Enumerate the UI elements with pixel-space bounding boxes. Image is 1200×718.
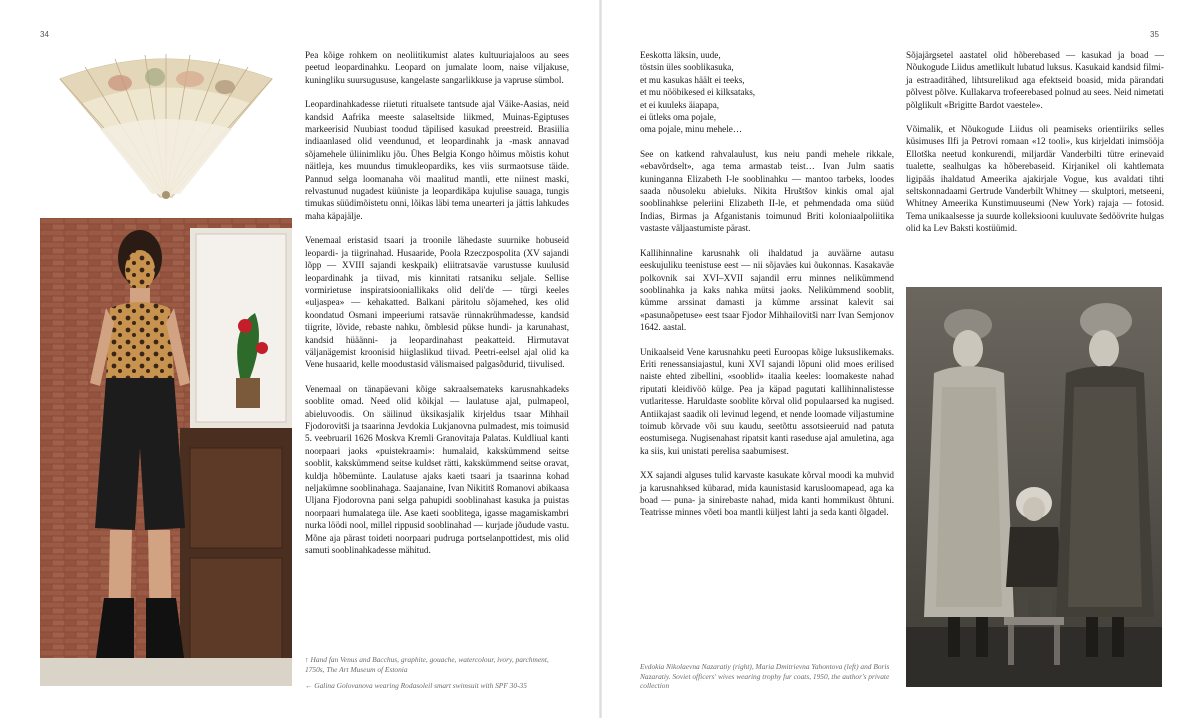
article-column-1 bbox=[305, 49, 569, 568]
paragraph: Unikaalseid Vene karusnahku peeti Euroopas kõige luksuslikemaks. Eriti renessansiajastul, kuni XVI sajandi lõpuni olid moes erilised naiste ehted zibellini, «sooblid» itaalia keeles: loomakeste nahad riputati kleidivöö külge. Pea ja käpad pagutati kallihinnalistesse vutlaritesse. Haruldaste sooblite kõrval olid populaarsed ka nugised. Antiikajast saadik oli levinud legend, et nende loomade viljastumine toimub kõrvade või suu kaudu, seetõttu assotsieeruid nad patuta eostumisega. Nugisenahast ripatsit kanti raseduse ajal amuletina, aga ka siis, kui unistati perelisa saabumisest. bbox=[640, 346, 894, 456]
poem-line: ei ütleks oma pojale, bbox=[640, 112, 717, 123]
paragraph: Võimalik, et Nõukogude Liidus oli peamiseks orientiiriks selles küsimuses Ilfi ja Petrovi romaan «12 tooli», kus kirjeldati inimsööja Ellotška neetud konkurendi, miljardär Vanderbilti tütre erinevaid tualette, sealhulgas ka hõberebaseid. Kirjanikel oli kahtlemata ligipääs ihaldatud Ameerika ajakirjale Vogue, kus avaldati tihti seltskonnadaami Gertrude Vanderbilt Whitney — skulptori, metseeni, Whitney Ameerika Kunstimuuseumi (New York) rajaja — fotosid. Tema unikaalsesse ja suurde kolleksiooni kuuluvate šedöövrite hulgas olid ka Lev Baksti kostüümid. bbox=[906, 124, 1164, 234]
paragraph: Kallihinnaline karusnahk oli ihaldatud ja auväärne autasu eeskujuliku teenistuse eest — nii sõjaväes kui õukonnas. Kasakaväe polkovnik sai XVI–XVII sajandil erru minnes nelikümmend sooblinahka ja kaks nahka mütsi jaoks. Nelikümmend sooblit, kümme arssinat damasti ja kümme arssinat kalevit sai «pasunaõpetuse» eest tsaar Fjodor Mihhailovitši narr Ivan Semjonov 1642. aastal. bbox=[640, 247, 894, 333]
poem-line: et mu nööbikesed ei kilksataks, bbox=[640, 87, 756, 98]
hand-fan-image bbox=[40, 49, 292, 204]
paragraph: XX sajandi alguses tulid karvaste kasukate kõrval moodi ka muhvid ja karusnahksed kübarad, mida kaunistasid karusloomapead, aga ka boad — puna- ja sinirebaste nahad, mida kanti hommikust õhtuni. Teatrisse minnes võeti boa mantli küljest lahti ja seda kanti õlgadel. bbox=[640, 470, 894, 518]
folk-song-poem bbox=[640, 49, 894, 136]
paragraph: Leopardinahkadesse riietuti ritualsete tantsude ajal Väike-Aasias, neid kandsid Aafrika meeste salaseltside liikmed, Muinas-Egiptuses markeerisid Nuubiast toodud täpilised kasukad preestreid. Brasiilia indiaanlased olid veendunud, et leopardinahk ja -mask annavad sõjamehele üliinimliku jõu. Ühes Belgia Kongo hõimus mõistis kohut näitleja, kes muundus timukleopardiks, kes viis surmaotsuse täide. Pannud selga loomanaha või maalitud mantli, ette niinest maski, relvastunud nugadest küüniste ja leopardikäpa kujulise sauaga, tungis timukas süüdimõistetu onni, lõikas läbi tema unearteri ja jättis lahkudes maha käpajälje. bbox=[305, 99, 569, 221]
hand-fan-caption: ↑ Hand fan Venus and Bacchus, graphite, gouache, watercolour, ivory, parchment, 1750s, The Art Museum of Estonia bbox=[305, 655, 549, 674]
book-gutter bbox=[599, 0, 602, 718]
poem-line: töstsin üles sooblikasuka, bbox=[640, 62, 734, 73]
page-number-left: 34 bbox=[40, 30, 49, 39]
vintage-fur-coats-photo bbox=[906, 287, 1162, 687]
model-photo-caption: ← Galina Golovanova wearing Rodasoleil smart swimsuit with SPF 30-35 bbox=[305, 681, 527, 690]
poem-line: et mu kasukas häält ei teeks, bbox=[640, 74, 745, 85]
paragraph: Venemaal on tänapäevani kõige sakraalsemateks karusnahkadeks sooblite omad. Need olid kõikjal — laulatuse ajal, pulmapeol, abieluvoodis. On säilinud üksikasjalik kirjeldus tsaar Mihhail Fjodorovitši ja tsaarinna Jevdokia Lukjanovna pulmadest, mis toimusid 5. veebruaril 1626 Moskva Kremli Granovitaja Palatas. Kuldliual kanti noorpaari jaoks «puistekraami»: humalaid, kakskümmend seitse sooblit, kakskümmend seitse kuldset rätti, kakskümmend seitse oravat, kuldja hõbemünte. Laulatuse ajaks kaeti tsaari ja tsaarinna kohad neljakümne sooblinahaga. Saajanaine, Ivan Nikititš Romanovi abikaasa Uljana Fjodorovna pani selga pahupidi sooblinahast kasuka ja puistas noorpaari humalatega üle. Ase kaeti sooblitega, igasse magamiskambri nurka löödi nool, millel rippusid sooblinahad — kurjade jõudude vastu. Mõne aja pärast toideti noorpaari pudruga portselanpottidest, mis olid samuti sooblinahkadesse mähitud. bbox=[305, 383, 569, 556]
poem-line: Eeskotta läksin, uude, bbox=[640, 50, 721, 60]
vintage-photo-caption: Evdokia Nikolaevna Nazaratiy (right), Maria Dmitrievna Yahontova (left) and Boris Nazaratiy. Soviet officers' wives wearing trophy fur coats, 1950, the author's private collection bbox=[640, 662, 890, 691]
article-column-2 bbox=[640, 49, 894, 531]
poem-line: oma pojale, minu mehele… bbox=[640, 124, 743, 135]
paragraph: Pea kõige rohkem on neoliitikumist alates kultuuriajaloos au sees peetud leopardinahku. Leopard on jumalate loom, naise viljakuse, kuningliku suursugususe, kangelaste sangarlikkuse ja vapruse sümbol. bbox=[305, 50, 569, 85]
page-number-right: 35 bbox=[1150, 30, 1159, 39]
paragraph: Sõjajärgsetel aastatel olid hõberebased — kasukad ja boad — Nõukogude Liidus ametlikult lubatud luksus. Kasukaid kandsid filmi- ja estraaditähed, lihtsurelikud aga efektseid boasid, mida pärandati põlvest põlve. Kullakarva trofeerebased polnud au sees. Neid nimetati põlglikult «Brigitte Bardot vaestele». bbox=[906, 50, 1164, 110]
paragraph: Venemaal eristasid tsaari ja troonile lähedaste suurnike hobuseid leopardi- ja tiigrinahad. Husaaride, Poola Rzeczpospolita (XV sajandi lõpp — XVIII sajandi keskpaik) eliitratsaväe varustusse kuulusid leopardinahk ja tiivad, mis kinnitati ratsaniku seljale. Sellise vormirietuse inspiratsiooniallikaks olid deli'de — türgi keeles «uljaspea» — kehakatted. Balkani päritolu sõjamehed, kes olid koondatud Osmani impeeriumi ratsaväe rünnakrühmadesse, kandsid tiigrite, lõvide, rebaste nahku, õmblesid pükse hundi- ja karunahast, kandsid hüäänni- ja leopardinahast peakatteid. Hirmutavat väljanägemist kroonisid hiiglaslikud tiivad. Peetri-eelsel ajal olid ka Vene husaarid, kelle moodustasid välismaised palgasõdurid, tiivulised. bbox=[305, 235, 569, 370]
poem-line: et ei kuuleks äiapapa, bbox=[640, 99, 720, 110]
article-column-3 bbox=[906, 49, 1164, 247]
paragraph: See on katkend rahvalaulust, kus neiu pandi mehele rikkale, «ebavõrdselt», aga tema armastab teist… Ivan Julm saatis kuninganna Elizabeth I-le sooblinahku — mantoo tarbeks, loodes saada nõusoleku abieluks. Nikita Hruštšov kinkis omal ajal sooblinahkse peleriini Elizabeth II-le, et pehmendada oma süüd Indias, Birmas ja Afganistanis toimunud Briti koloniaalpoliitika vastaste väljaastumiste pärast. bbox=[640, 148, 894, 234]
leopard-top-model-photo bbox=[40, 218, 292, 686]
